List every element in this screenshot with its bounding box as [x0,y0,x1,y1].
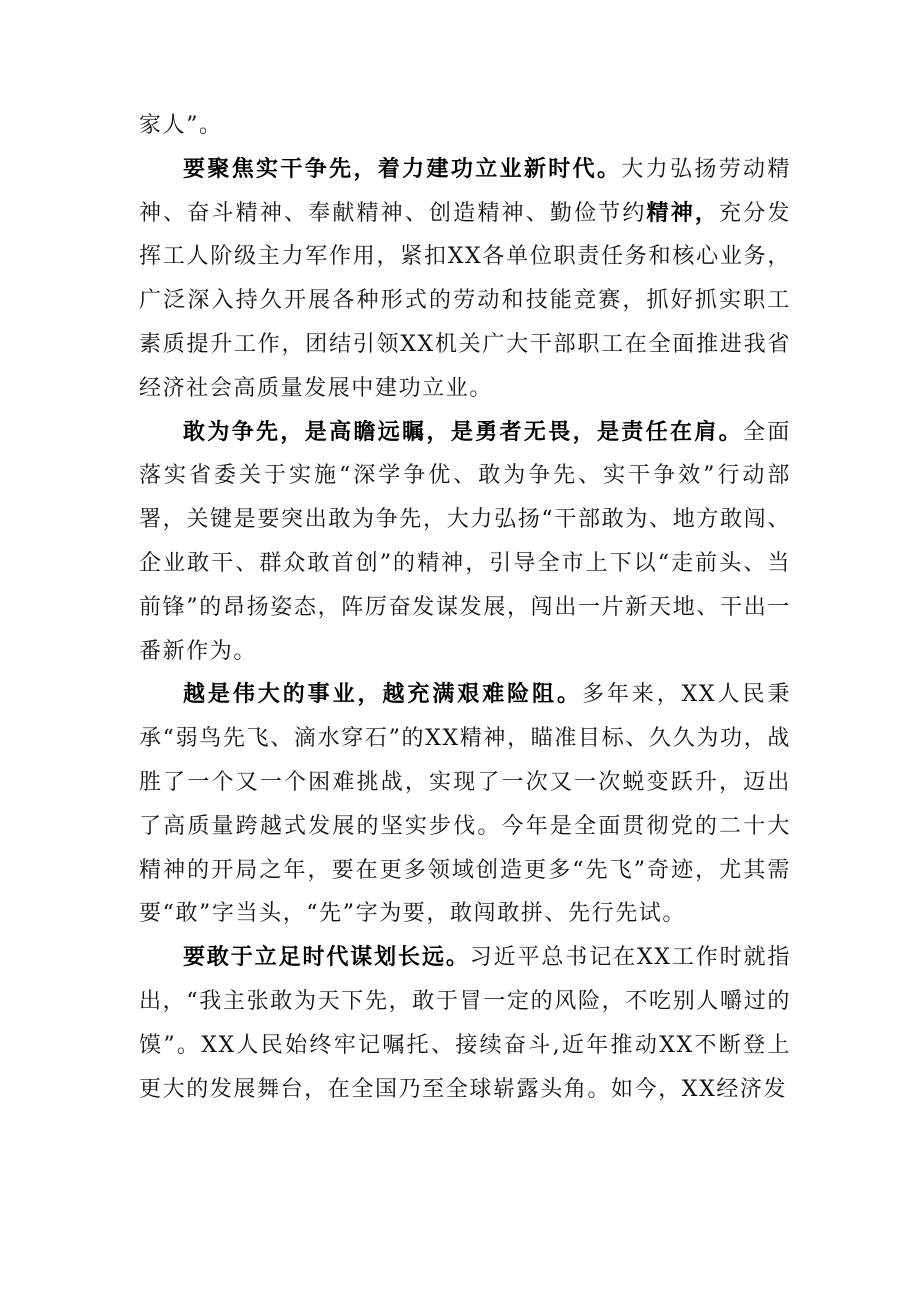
paragraph-lead-heading: 要聚焦实干争先，着力建功立业新时代。 [183,155,622,182]
document-body [139,104,791,1111]
paragraph-1 [139,104,791,148]
paragraph-bold-word: 精神， [646,199,720,226]
paragraph-text: 家人”。 [139,113,223,138]
paragraph-5 [139,936,791,1111]
paragraph-text: 大力弘扬劳动精神、奋斗精神、奉献精神、创造精神、勤俭节约 [139,156,791,226]
paragraph-text: 多年来，XX人民秉承“弱鸟先飞、滴水穿石”的XX精神，瞄准目标、久久为功，战胜了一个又一个困难挑战，实现了一次又一次蜕变跃升，迈出了高质量跨越式发展的坚实步伐。今年是全面贯彻党的二十大精神的开局之年，要在更多领域创造更多“先飞”奇迹，尤其需要“敢”字当头，“先”字为要，敢闯敢拼、先行先试。 [139,682,791,927]
paragraph-4 [139,673,791,936]
paragraph-text-continued: 充分发挥工人阶级主力军作用，紧扣XX各单位职责任务和核心业务，广泛深入持久开展各种形式的劳动和技能竞赛，抓好抓实职工素质提升工作，团结引领XX机关广大干部职工在全面推进我省经济社会高质量发展中建功立业。 [139,200,791,401]
paragraph-text: 全面落实省委关于实施“深学争优、敢为争先、实干争效”行动部署，关键是要突出敢为争先，大力弘扬“干部敢为、地方敢闯、企业敢干、群众敢首创”的精神，引导全市上下以“走前头、当前锋”的昂扬姿态，阵厉奋发谋发展，闯出一片新天地、干出一番新作为。 [139,419,791,664]
paragraph-text: 习近平总书记在XX工作时就指出，“我主张敢为天下先，敢于冒一定的风险，不吃别人嚼过的馍”。XX人民始终牢记嘱托、接续奋斗,近年推动XX不断登上更大的发展舞台，在全国乃至全球崭露头角。如今，XX经济发 [139,945,791,1102]
paragraph-lead-heading: 越是伟大的事业，越充满艰难险阻。 [183,681,582,708]
paragraph-lead-heading: 敢为争先，是高瞻远瞩，是勇者无畏，是责任在肩。 [183,418,744,445]
paragraph-lead-heading: 要敢于立足时代谋划长远。 [183,944,470,971]
paragraph-2 [139,148,791,411]
paragraph-3 [139,411,791,674]
